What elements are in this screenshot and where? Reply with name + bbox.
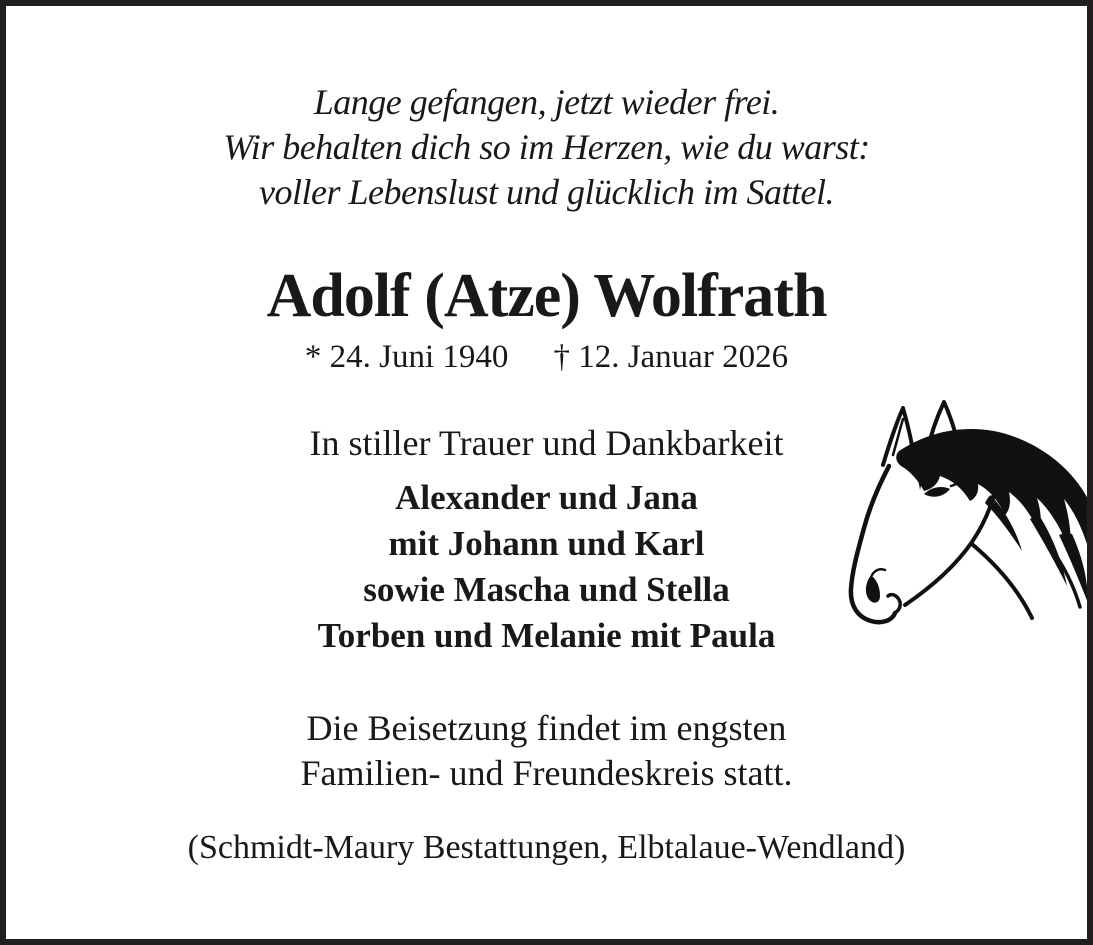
funeral-line-2: Familien- und Freundeskreis statt. [300, 753, 793, 793]
family-names [0, 475, 1093, 659]
undertaker-line: (Schmidt-Maury Bestattungen, Elbtalaue-Wendland) [187, 829, 906, 866]
mourning-intro: In stiller Trauer und Dankbarkeit [309, 423, 784, 463]
birth-date: * 24. Juni 1940 [304, 339, 509, 375]
epigraph-line-1: Lange gefangen, jetzt wieder frei. [313, 82, 780, 122]
family-line-4: Torben und Melanie mit Paula [317, 616, 776, 655]
family-line-1: Alexander und Jana [395, 478, 698, 517]
epigraph [0, 80, 1093, 215]
death-date: † 12. Januar 2026 [553, 339, 789, 375]
life-dates [0, 337, 1093, 377]
epigraph-line-2: Wir behalten dich so im Herzen, wie du warst: [223, 127, 870, 167]
epigraph-line-3: voller Lebenslust und glücklich im Sattel. [259, 172, 834, 212]
family-line-2: mit Johann und Karl [388, 524, 705, 563]
deceased-name: Adolf (Atze) Wolfrath [266, 262, 827, 330]
funeral-info [0, 706, 1093, 796]
family-line-3: sowie Mascha und Stella [363, 570, 730, 609]
funeral-line-1: Die Beisetzung findet im engsten [306, 708, 787, 748]
